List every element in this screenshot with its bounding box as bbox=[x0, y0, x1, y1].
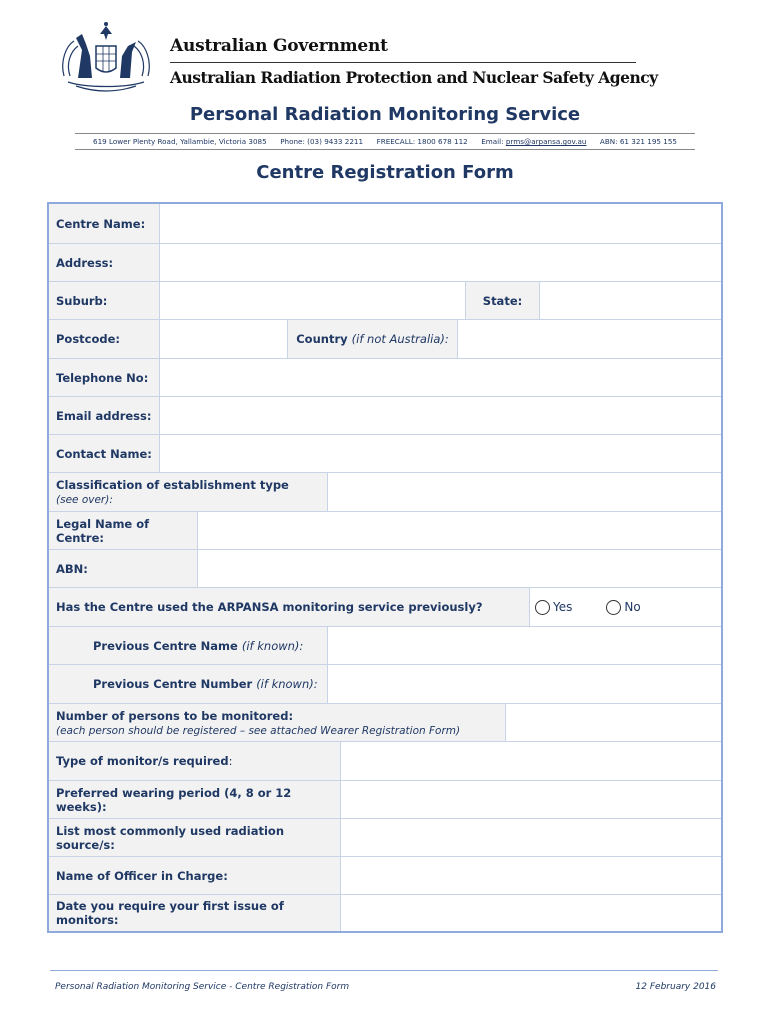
contact-phone: Phone: (03) 9433 2211 bbox=[280, 137, 364, 146]
radiation-source-label: List most commonly used radiation source/s: bbox=[49, 819, 340, 856]
yes-radio[interactable] bbox=[535, 600, 550, 615]
row-first-issue bbox=[49, 894, 721, 931]
legal-name-input[interactable] bbox=[197, 512, 721, 549]
government-title: Australian Government bbox=[170, 36, 388, 56]
coat-of-arms-icon bbox=[56, 16, 156, 96]
legal-name-label: Legal Name of Centre: bbox=[49, 512, 197, 549]
email-label: Email address: bbox=[49, 397, 159, 434]
row-postcode-country bbox=[49, 319, 721, 358]
previous-number-note: (if known): bbox=[256, 677, 318, 691]
officer-input[interactable] bbox=[340, 857, 721, 894]
header bbox=[50, 12, 658, 102]
num-persons-input[interactable] bbox=[505, 704, 721, 741]
row-abn bbox=[49, 549, 721, 587]
row-contact-name bbox=[49, 434, 721, 472]
num-persons-note: (each person should be registered – see attached Wearer Registration Form) bbox=[56, 724, 461, 737]
contact-email-label: Email: bbox=[481, 137, 506, 146]
suburb-input[interactable] bbox=[159, 282, 465, 319]
footer-rule bbox=[50, 970, 718, 971]
form-title: Centre Registration Form bbox=[256, 162, 514, 183]
previous-number-label bbox=[49, 665, 327, 703]
registration-form bbox=[47, 202, 723, 933]
row-officer bbox=[49, 856, 721, 894]
row-centre-name bbox=[49, 204, 721, 243]
previous-name-label-text: Previous Centre Name bbox=[93, 638, 238, 653]
first-issue-input[interactable] bbox=[340, 895, 721, 931]
no-label: No bbox=[624, 600, 641, 614]
row-telephone bbox=[49, 358, 721, 396]
yes-option[interactable] bbox=[535, 600, 572, 615]
row-suburb-state bbox=[49, 281, 721, 319]
row-address bbox=[49, 243, 721, 281]
state-label: State: bbox=[465, 282, 539, 319]
classification-note: (see over): bbox=[56, 494, 113, 506]
telephone-input[interactable] bbox=[159, 359, 721, 396]
monitor-type-label-text: Type of monitor/s required bbox=[56, 754, 229, 768]
address-input[interactable] bbox=[159, 244, 721, 281]
abn-label: ABN: bbox=[49, 550, 197, 587]
country-label-text: Country bbox=[296, 332, 348, 346]
row-legal-name bbox=[49, 511, 721, 549]
previous-name-input[interactable] bbox=[327, 627, 721, 664]
contact-line bbox=[75, 137, 695, 146]
wearing-period-label: Preferred wearing period (4, 8 or 12 weeks): bbox=[49, 781, 340, 818]
row-wearing-period bbox=[49, 780, 721, 818]
postcode-label: Postcode: bbox=[49, 320, 159, 358]
contact-rule-bottom bbox=[75, 149, 695, 150]
contact-freecall: FREECALL: 1800 678 112 bbox=[376, 137, 468, 146]
classification-label bbox=[49, 473, 327, 511]
classification-label-text: Classification of establishment type bbox=[56, 478, 289, 492]
email-input[interactable] bbox=[159, 397, 721, 434]
centre-name-label: Centre Name: bbox=[49, 204, 159, 243]
country-label-note: (if not Australia): bbox=[351, 332, 449, 346]
contact-rule-top bbox=[75, 133, 695, 134]
monitor-type-input[interactable] bbox=[340, 742, 721, 780]
num-persons-label bbox=[49, 704, 505, 741]
monitor-type-label bbox=[49, 742, 340, 780]
num-persons-label-text: Number of persons to be monitored: bbox=[56, 708, 294, 723]
service-title: Personal Radiation Monitoring Service bbox=[189, 104, 581, 125]
radiation-source-input[interactable] bbox=[340, 819, 721, 856]
previous-name-label bbox=[49, 627, 327, 664]
previous-number-label-text: Previous Centre Number bbox=[93, 677, 253, 691]
postcode-input[interactable] bbox=[159, 320, 287, 358]
row-previous-number bbox=[49, 664, 721, 703]
address-label: Address: bbox=[49, 244, 159, 281]
row-previous-name bbox=[49, 626, 721, 664]
telephone-label: Telephone No: bbox=[49, 359, 159, 396]
classification-input[interactable] bbox=[327, 473, 721, 511]
footer-date: 12 February 2016 bbox=[635, 982, 716, 992]
row-radiation-source bbox=[49, 818, 721, 856]
abn-input[interactable] bbox=[197, 550, 721, 587]
contact-abn: ABN: 61 321 195 155 bbox=[599, 137, 677, 146]
centre-name-input[interactable] bbox=[159, 204, 721, 243]
email-link[interactable]: prms@arpansa.gov.au bbox=[505, 137, 587, 146]
contact-name-label: Contact Name: bbox=[49, 435, 159, 472]
row-monitor-type bbox=[49, 741, 721, 780]
country-input[interactable] bbox=[457, 320, 721, 358]
officer-label: Name of Officer in Charge: bbox=[49, 857, 340, 894]
footer-title: Personal Radiation Monitoring Service - Centre Registration Form bbox=[55, 982, 350, 992]
yes-label: Yes bbox=[553, 600, 573, 614]
no-option[interactable] bbox=[606, 600, 640, 615]
no-radio[interactable] bbox=[606, 600, 621, 615]
row-used-previously bbox=[49, 587, 721, 626]
previous-number-input[interactable] bbox=[327, 665, 721, 703]
suburb-label: Suburb: bbox=[49, 282, 159, 319]
previous-name-note: (if known): bbox=[241, 638, 304, 653]
country-label bbox=[287, 320, 457, 358]
used-previously-options bbox=[529, 588, 721, 626]
row-num-persons bbox=[49, 703, 721, 741]
used-previously-label: Has the Centre used the ARPANSA monitoring service previously? bbox=[49, 588, 529, 626]
row-email bbox=[49, 396, 721, 434]
contact-address: 619 Lower Plenty Road, Yallambie, Victoria 3085 bbox=[93, 137, 267, 146]
state-input[interactable] bbox=[539, 282, 721, 319]
agency-title: Australian Radiation Protection and Nuclear Safety Agency bbox=[170, 68, 658, 87]
contact-name-input[interactable] bbox=[159, 435, 721, 472]
row-classification bbox=[49, 472, 721, 511]
first-issue-label: Date you require your first issue of monitors: bbox=[49, 895, 340, 931]
wearing-period-input[interactable] bbox=[340, 781, 721, 818]
contact-email bbox=[481, 137, 586, 146]
monitor-type-colon: : bbox=[228, 754, 233, 768]
header-rule bbox=[170, 62, 636, 63]
